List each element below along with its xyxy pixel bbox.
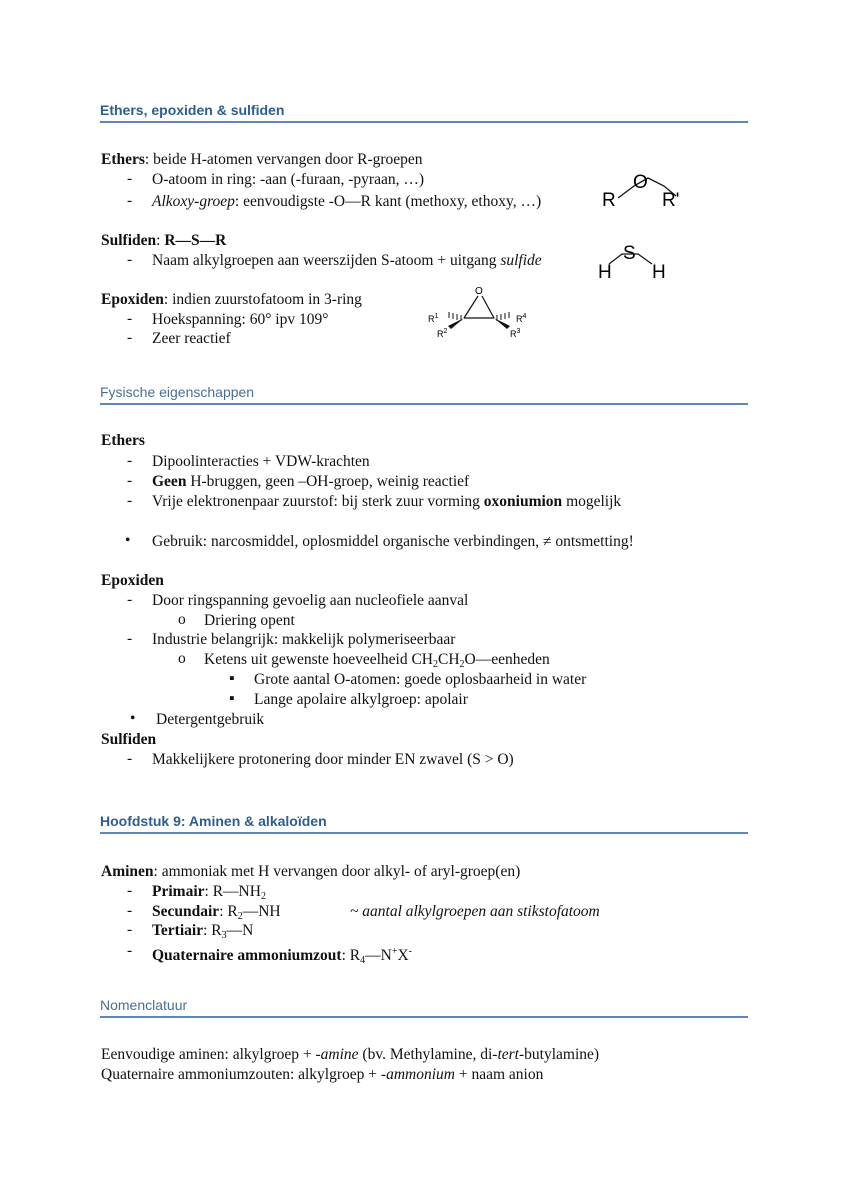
dash-bullet: -: [127, 921, 133, 938]
heading-text: Hoofdstuk 9: Aminen & alkaloïden: [100, 813, 327, 829]
term-epoxiden: Epoxiden: [101, 291, 164, 308]
t: Quaternaire ammoniumzouten: alkylgroep + -: [101, 1066, 387, 1083]
item-text: Naam alkylgroepen aan weerszijden S-atoom + uitgang: [152, 252, 501, 269]
fys-epox-item-2a-i: Grote aantal O-atomen: goede oplosbaarheid in water: [254, 671, 587, 688]
fys-ethers-gebruik: Gebruik: narcosmiddel, oplosmiddel organische verbindingen, ≠ ontsmetting!: [152, 533, 634, 550]
bold: Quaternaire ammoniumzout: [152, 947, 342, 964]
heading-rule: [100, 403, 748, 405]
dash-bullet: -: [127, 251, 133, 268]
h2s-structure-diagram: [594, 240, 674, 282]
t: CH: [438, 651, 460, 668]
item-text: H-bruggen, geen –OH-groep, weinig reactief: [186, 473, 470, 490]
fys-epox-item-1: Door ringspanning gevoelig aan nucleofiele aanval: [152, 592, 469, 609]
epoxide-r1-label: $R^1$: [428, 313, 439, 324]
nomen-line-2: [101, 1065, 543, 1084]
dash-bullet: -: [127, 472, 133, 489]
aminen-quaternair: [152, 942, 412, 970]
sub: 3: [221, 930, 227, 941]
section-heading-aminen: [100, 813, 748, 834]
epoxide-r4-label: $R^4$: [516, 313, 527, 324]
t: (bv. Methylamine, di-: [358, 1046, 498, 1063]
fys-sulf-term: [101, 730, 156, 749]
def-text: : ammoniak met H vervangen door alkyl- of aryl-groep(en): [153, 863, 521, 880]
sup: -: [408, 946, 412, 957]
note: ~ aantal alkylgroepen aan stikstofatoom: [350, 903, 600, 920]
fys-ethers-term: [101, 431, 145, 450]
fys-epox-item-2: Industrie belangrijk: makkelijk polymeriseerbaar: [152, 631, 456, 648]
t: : R: [203, 922, 222, 939]
aminen-definition: [101, 862, 520, 881]
heading-text: Fysische eigenschappen: [100, 384, 255, 400]
dash-bullet: -: [127, 452, 133, 469]
epoxiden-item-reactief: Zeer reactief: [152, 330, 231, 347]
dash-bullet: -: [127, 750, 133, 767]
dot-bullet: •: [125, 532, 131, 549]
circle-bullet: o: [178, 611, 186, 628]
sub: 4: [360, 955, 366, 966]
bold: Secundair: [152, 903, 220, 920]
t: + naam anion: [454, 1066, 544, 1083]
epoxide-bond-left: [464, 296, 478, 318]
epoxiden-definition: [101, 290, 362, 309]
ether-r2-label: R': [662, 190, 680, 211]
square-bullet: ▪: [229, 670, 235, 687]
sulfiden-definition: [101, 231, 226, 250]
epoxide-hashed-bond-r4: [497, 312, 509, 321]
t: : R: [219, 903, 238, 920]
bold-oxoniumion: oxoniumion: [483, 493, 563, 510]
term-sulfiden: Sulfiden: [101, 731, 157, 748]
em: tert: [497, 1046, 519, 1063]
nomen-line-1: [101, 1045, 599, 1064]
circle-bullet: o: [178, 650, 186, 667]
fys-sulf-item-1: Makkelijkere protonering door minder EN zwavel (S > O): [152, 751, 514, 768]
fys-epox-detergent: Detergentgebruik: [156, 711, 265, 728]
t: X: [397, 947, 409, 964]
bold: Primair: [152, 883, 205, 900]
term-aminen: Aminen: [101, 863, 154, 880]
dash-bullet: -: [127, 329, 133, 346]
t: —N: [226, 922, 254, 939]
epoxide-hashed-bond-r1: [449, 312, 461, 321]
dash-bullet: -: [127, 902, 133, 919]
ethers-item-ring: O-atoom in ring: -aan (-furaan, -pyraan, …): [152, 171, 424, 188]
bold-geen: Geen: [152, 473, 187, 490]
ether-structure-diagram: [596, 168, 696, 216]
heading-rule: [100, 121, 748, 123]
fys-epox-item-1a: Driering opent: [204, 612, 295, 629]
bold: Tertiair: [152, 922, 204, 939]
term-ethers: Ethers: [101, 151, 145, 168]
heading-rule: [100, 832, 748, 834]
epoxide-o-label: O: [475, 286, 483, 297]
item-text: Vrije elektronenpaar zuurstof: bij sterk zuur vorming: [152, 493, 484, 510]
dot-bullet: •: [130, 710, 136, 727]
fys-epox-item-2a-ii: Lange apolaire alkylgroep: apolair: [254, 691, 468, 708]
dash-bullet: -: [127, 170, 133, 187]
heading-rule: [100, 1016, 748, 1018]
t: O—eenheden: [464, 651, 550, 668]
alkoxy-rest: : eenvoudigste -O—R kant (methoxy, ethoxy, …): [234, 193, 542, 210]
h2s-s-label: S: [623, 243, 636, 264]
t: : R: [341, 947, 361, 964]
alkoxy-term: Alkoxy-groep: [152, 193, 235, 210]
dash-bullet: -: [127, 630, 133, 647]
term-epoxiden: Epoxiden: [101, 572, 164, 589]
ether-r1-label: R: [602, 190, 616, 211]
item-text: mogelijk: [562, 493, 622, 510]
dash-bullet: -: [127, 192, 133, 209]
sulfide-formula: R—S—R: [164, 232, 227, 249]
ethers-definition: [101, 150, 423, 169]
dash-bullet: -: [127, 882, 133, 899]
term-ethers: Ethers: [101, 432, 145, 449]
sup: +: [391, 946, 398, 957]
epoxide-bond-right: [482, 296, 494, 318]
section-heading-ethers: [100, 102, 748, 123]
t: —N: [365, 947, 392, 964]
h2s-h1-label: H: [598, 262, 612, 282]
fys-epox-term: [101, 571, 164, 590]
em: amine: [320, 1046, 359, 1063]
em: ammonium: [386, 1066, 455, 1083]
term-sulfiden: Sulfiden: [101, 232, 157, 249]
section-heading-nomenclatuur: [100, 997, 748, 1018]
t: : R—NH: [204, 883, 261, 900]
sub: 2: [237, 911, 243, 922]
epoxide-r2-label: $R^2$: [437, 328, 448, 339]
dash-bullet: -: [127, 310, 133, 327]
section-heading-fysische: [100, 384, 748, 405]
t: —NH: [242, 903, 281, 920]
square-bullet: ▪: [229, 690, 235, 707]
def-text: : indien zuurstofatoom in 3-ring: [163, 291, 362, 308]
epoxide-wedge-r3: [494, 318, 510, 329]
sulfiden-item-naam: [152, 251, 542, 270]
def-text: : beide H-atomen vervangen door R-groepen: [144, 151, 423, 168]
heading-text: Nomenclatuur: [100, 997, 188, 1013]
fys-ethers-item-1: Dipoolinteracties + VDW-krachten: [152, 453, 370, 470]
fys-ethers-item-3: [152, 492, 621, 511]
epoxide-wedge-r2: [448, 318, 464, 329]
t: Eenvoudige aminen: alkylgroep + -: [101, 1046, 321, 1063]
epoxide-structure-diagram: [424, 282, 534, 342]
sulfide-em: sulfide: [500, 252, 542, 269]
sub: 2: [260, 891, 266, 902]
heading-text: Ethers, epoxiden & sulfiden: [100, 102, 285, 118]
t: -butylamine): [518, 1046, 600, 1063]
dash-bullet: -: [127, 591, 133, 608]
h2s-h2-label: H: [652, 262, 666, 282]
epoxide-r3-label: $R^3$: [510, 328, 521, 339]
dash-bullet: -: [127, 942, 133, 959]
sep: :: [156, 232, 165, 249]
sub: 2: [459, 659, 465, 670]
ether-o-label: O: [633, 172, 648, 193]
sub: 2: [433, 659, 438, 670]
t: Ketens uit gewenste hoeveelheid CH: [204, 651, 433, 668]
aminen-note: [350, 902, 600, 921]
ethers-item-alkoxy: [152, 192, 541, 211]
fys-ethers-item-2: [152, 472, 469, 491]
epoxiden-item-hoek: Hoekspanning: 60° ipv 109°: [152, 311, 329, 328]
dash-bullet: -: [127, 492, 133, 509]
